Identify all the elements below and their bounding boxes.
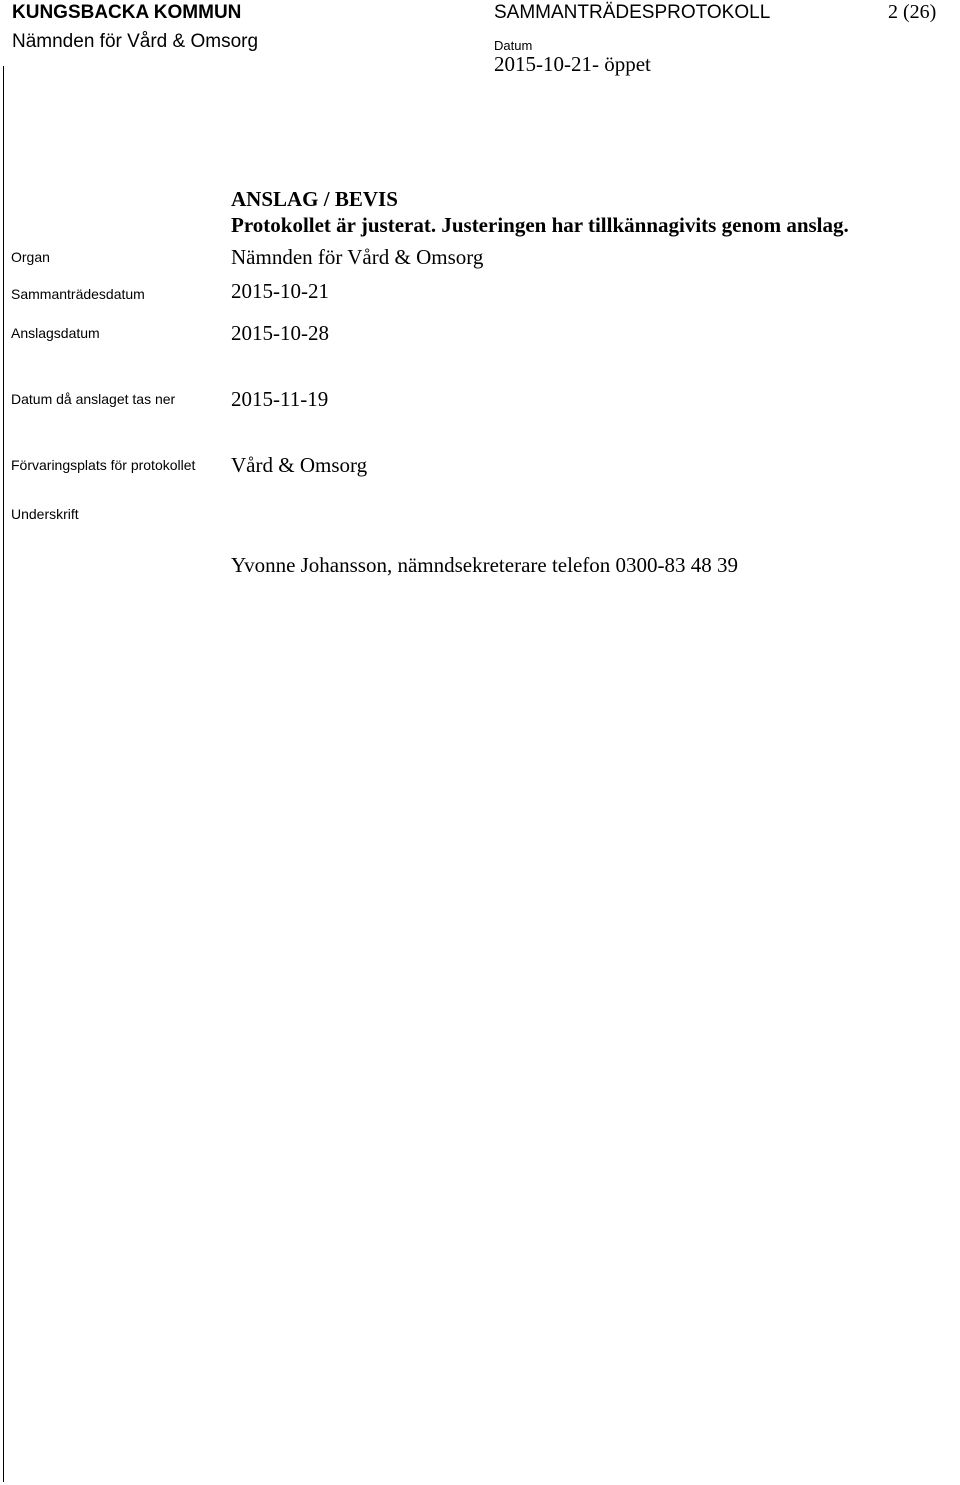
posting-date-value: 2015-10-28 <box>231 321 329 345</box>
notice-title: ANSLAG / BEVIS <box>231 187 398 211</box>
storage-label: Förvaringsplats för protokollet <box>11 457 196 473</box>
meeting-date-label: Sammanträdesdatum <box>11 286 145 302</box>
meeting-date-value: 2015-10-21 <box>231 279 329 303</box>
page-number: 2 (26) <box>888 1 937 23</box>
date-label: Datum <box>494 38 533 53</box>
removal-date-value: 2015-11-19 <box>231 387 329 411</box>
signature-value: Yvonne Johansson, nämndsekreterare telefon 0300-83 48 39 <box>231 553 739 577</box>
date-value: 2015-10-21- öppet <box>494 52 651 76</box>
posting-date-label: Anslagsdatum <box>11 325 100 341</box>
document-type: SAMMANTRÄDESPROTOKOLL <box>494 2 771 23</box>
organization-name: KUNGSBACKA KOMMUN <box>12 2 242 23</box>
organ-label: Organ <box>11 249 50 265</box>
signature-label: Underskrift <box>11 506 79 522</box>
notice-text: Protokollet är justerat. Justeringen har tillkännagivits genom anslag. <box>231 213 849 237</box>
left-margin-rule <box>3 66 4 1482</box>
removal-date-label: Datum då anslaget tas ner <box>11 391 176 407</box>
unit-name: Nämnden för Vård & Omsorg <box>12 31 259 52</box>
organ-value: Nämnden för Vård & Omsorg <box>231 245 484 269</box>
storage-value: Vård & Omsorg <box>231 453 368 477</box>
